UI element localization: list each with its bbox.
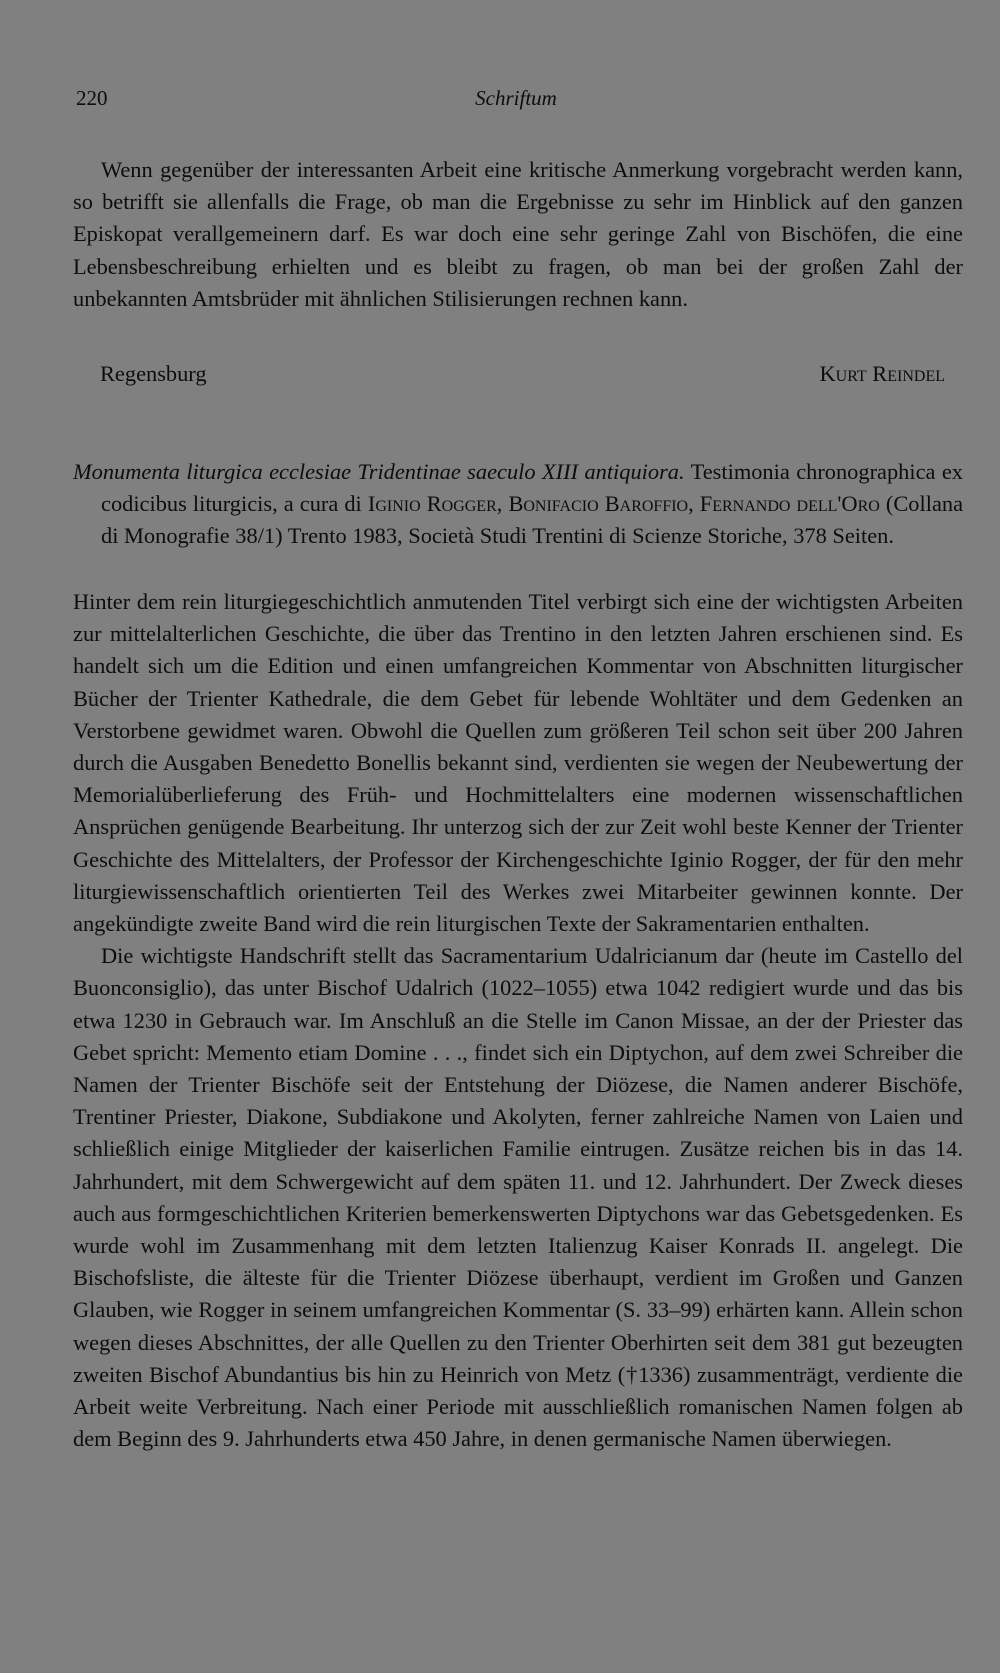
review-body [73,586,963,1455]
review-conclusion [73,154,963,315]
review-paragraph: Wenn gegenüber der interessanten Arbeit eine kritische Anmerkung vorgebracht werden kann, so betrifft sie allenfalls die Frage, ob man die Ergebnisse zu sehr im Hinblick auf den ganzen Episkopat verallgemeinern darf. Es war doch eine sehr geringe Zahl von Bischöfen, die eine Lebensbeschreibung erhielten und es bleibt zu fragen, ob man bei der großen Zahl der unbekannten Amtsbrüder mit ähnlichen Stilisierungen rechnen kann. [73,157,963,311]
bibliographic-citation [73,456,963,553]
running-title: Schriftum [475,86,557,110]
signature-place: Regensburg [100,361,207,386]
body-paragraph: Die wichtigste Handschrift stellt das Sacramentarium Udalricianum dar (heute im Castello del Buonconsiglio), das unter Bischof Udalrich (1022–1055) etwa 1042 redigiert wurde und das bis etwa 1230 in Gebrauch war. Im Anschluß an die Stelle im Canon Missae, an der der Priester das Gebet spricht: Memento etiam Domine . . ., findet sich ein Diptychon, auf dem zwei Schreiber die Namen der Trienter Bischöfe seit der Entstehung der Diözese, die Namen anderer Bischöfe, Trentiner Priester, Diakone, Subdiakone und Akolyten, ferner zahlreiche Namen von Laien und schließlich einige Mitglieder der kaiserlichen Familie eintrugen. Zusätze reichen bis in das 14. Jahrhundert, mit dem Schwergewicht auf dem späten 11. und 12. Jahrhundert. Der Zweck dieses auch aus formgeschichtlichen Kriterien bemerkenswerten Diptychons war das Gebetsgedenken. Es wurde wohl im Zusammenhang mit dem letzten Italienzug Kaiser Konrads II. angelegt. Die Bischofsliste, die älteste für die Trienter Diözese überhaupt, verdient im Großen und Ganzen Glauben, wie Rogger in seinem umfangreichen Kommentar (S. 33–99) erhärten kann. Allein schon wegen dieses Abschnittes, der alle Quellen zu den Trienter Oberhirten seit dem 381 gut bezeugten zweiten Bischof Abundantius bis hin zu Heinrich von Metz (†1336) zusammenträgt, verdiente die Arbeit weite Verbreitung. Nach einer Periode mit ausschließlich romanischen Namen folgen ab dem Beginn des 9. Jahrhunderts etwa 450 Jahre, in denen germanische Namen überwiegen. [73,943,963,1452]
bibliographic-entry [73,456,963,553]
citation-text: Testimonia chronographica ex codicibus liturgicis, a cura di [101,459,963,517]
citation-separator: , [688,491,700,517]
editor-name: Iginio Rogger [367,491,497,517]
citation-separator: , [496,491,509,517]
editor-name: Bonifacio Baroffio [508,491,689,517]
running-header [76,86,956,116]
signature-author: Kurt Reindel [819,361,945,386]
citation-text: (Collana di Monografie 38/1) Trento 1983, Società Studi Trentini di Scienze Storiche, 378 Seiten. [101,491,964,549]
book-title: Monumenta liturgica ecclesiae Tridentinae saeculo XIII antiquiora. [73,459,685,484]
editor-name: Fernando dell'Oro [699,491,880,517]
page-number: 220 [76,86,108,110]
body-paragraph: Hinter dem rein liturgiegeschichtlich anmutenden Titel verbirgt sich eine der wichtigsten Arbeiten zur mittelalterlichen Geschichte, die über das Trentino in den letzten Jahren erschienen sind. Es handelt sich um die Edition und einen umfangreichen Kommentar von Abschnitten liturgischer Bücher der Trienter Kathedrale, die dem Gebet für lebende Wohltäter und dem Gedenken an Verstorbene gewidmet waren. Obwohl die Quellen zum größeren Teil schon seit über 200 Jahren durch die Ausgaben Benedetto Bonellis bekannt sind, verdienten sie wegen der Neubewertung der Memorialüberlieferung des Früh- und Hochmittelalters eine modernen wissenschaftlichen Ansprüchen genügende Bearbeitung. Ihr unterzog sich der zur Zeit wohl beste Kenner der Trienter Geschichte des Mittelalters, der Professor der Kirchengeschichte Iginio Rogger, der für den mehr liturgiewissenschaftlich orientierten Teil des Werkes zwei Mitarbeiter gewinnen konnte. Der angekündigte zweite Band wird die rein liturgischen Texte der Sakramentarien enthalten. [73,589,963,937]
